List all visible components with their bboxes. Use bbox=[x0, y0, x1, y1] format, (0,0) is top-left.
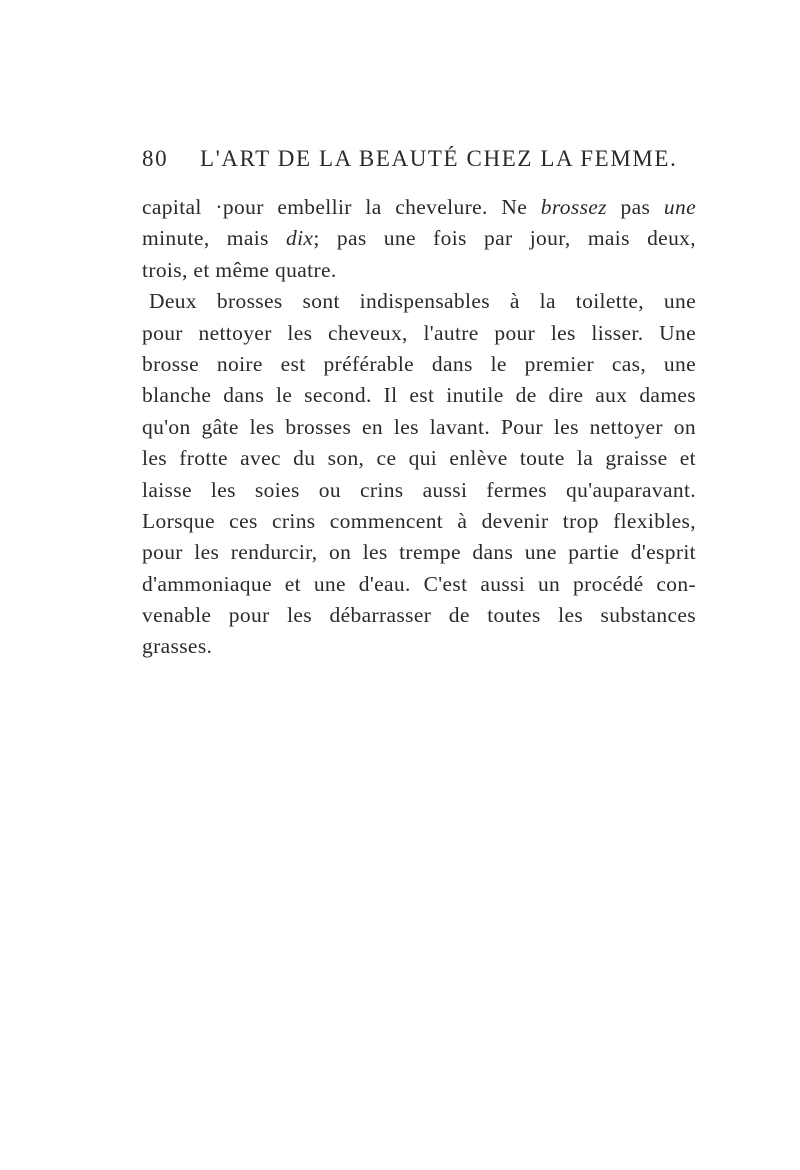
paragraph-2-line: venable pour les débarrasser de toutes les substances bbox=[142, 603, 696, 628]
paragraph-2-line: Lorsque ces crins commencent à devenir trop flexibles, bbox=[142, 508, 696, 533]
paragraph-2-line: pour nettoyer les cheveux, l'autre pour les lisser. Une bbox=[142, 320, 696, 345]
paragraph-2-line: blanche dans le second. Il est inutile de dire aux dames bbox=[142, 383, 696, 408]
paragraph-1-line-3: trois, et même quatre. bbox=[142, 257, 337, 282]
text-run: ; pas une fois par jour, mais deux, bbox=[313, 226, 696, 251]
italic-word: dix bbox=[286, 226, 314, 251]
paragraph-2-line: les frotte avec du son, ce qui enlève toute la graisse et bbox=[142, 446, 696, 471]
body-text bbox=[142, 192, 696, 663]
paragraph-2-line: pour les rendurcir, on les trempe dans une partie d'esprit bbox=[142, 540, 696, 565]
text-run: capital ·pour embellir la chevelure. Ne bbox=[142, 195, 541, 219]
paragraph-1-line-1 bbox=[142, 192, 696, 223]
italic-word: une bbox=[663, 195, 696, 219]
paragraph-2-line: qu'on gâte les brosses en les lavant. Pour les nettoyer on bbox=[142, 414, 696, 439]
text-run: minute, mais bbox=[142, 226, 286, 251]
paragraph-1-line-2 bbox=[142, 223, 696, 254]
page-number: 80 bbox=[142, 146, 169, 171]
paragraph-2-line: d'ammoniaque et une d'eau. C'est aussi un procédé con- bbox=[142, 571, 696, 596]
italic-word: brossez bbox=[540, 195, 607, 219]
paragraph-2-line: brosse noire est préférable dans le premier cas, une bbox=[142, 351, 696, 376]
running-title: L'ART DE LA BEAUTÉ CHEZ LA FEMME. bbox=[200, 146, 678, 171]
page-header bbox=[142, 146, 696, 180]
paragraph-2-line: Deux brosses sont indispensables à la toilette, une bbox=[149, 289, 696, 314]
paragraph-2-line: grasses. bbox=[142, 634, 213, 659]
text-run: pas bbox=[606, 195, 664, 219]
paragraph-2-line: laisse les soies ou crins aussi fermes qu'auparavant. bbox=[142, 477, 696, 502]
